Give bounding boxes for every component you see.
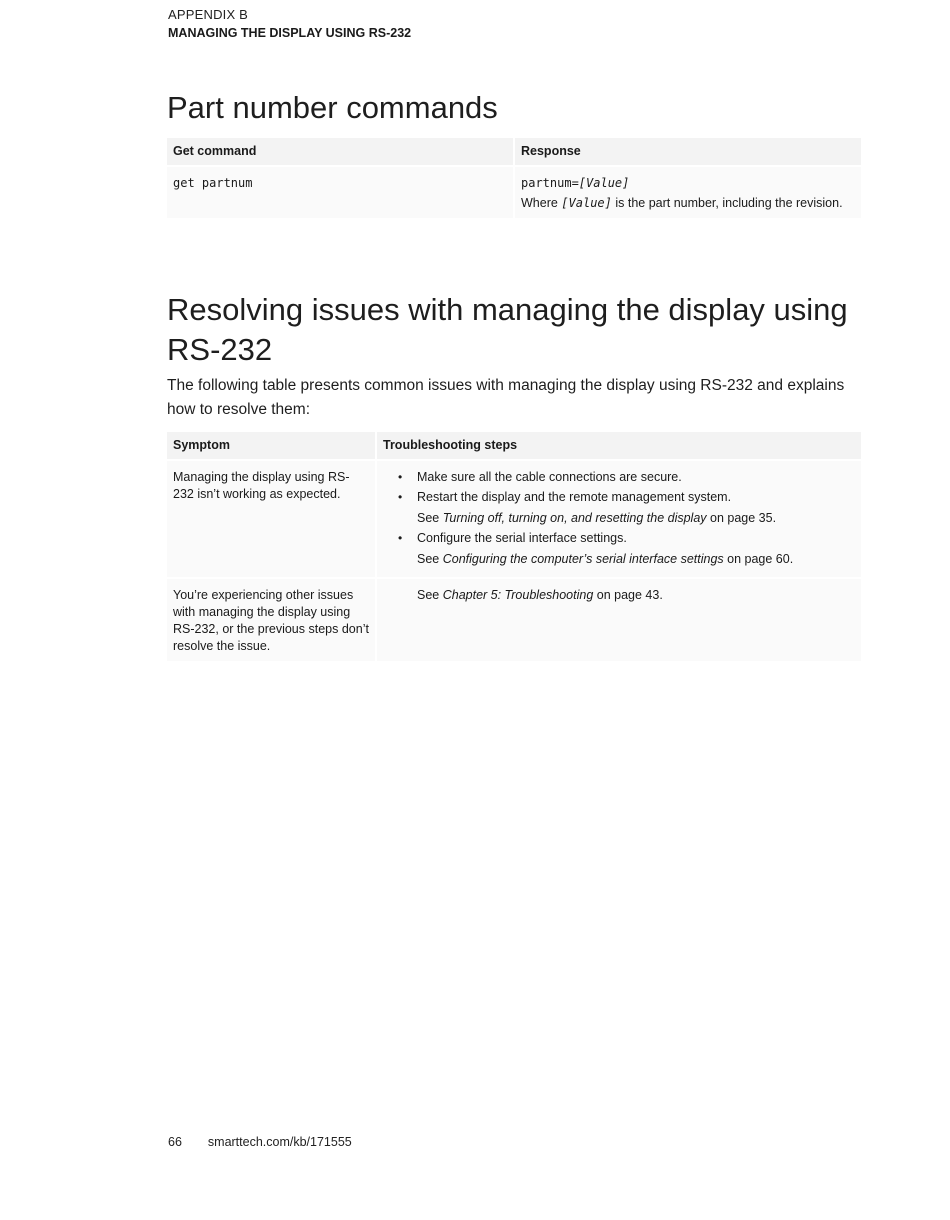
symptom-cell: Managing the display using RS-232 isn’t working as expected. <box>167 459 375 577</box>
steps-list <box>383 587 855 604</box>
steps-list <box>383 469 855 568</box>
cross-reference: Turning off, turning on, and resetting the display <box>442 511 707 525</box>
list-item: • Make sure all the cable connections are secure. <box>383 469 855 486</box>
page-footer <box>168 1135 352 1149</box>
section-title-part-number: Part number commands <box>167 90 498 125</box>
table-row <box>167 165 861 218</box>
page-number: 66 <box>168 1135 182 1149</box>
see-reference: See Chapter 5: Troubleshooting on page 43. <box>417 588 663 602</box>
table-row <box>167 459 861 577</box>
running-header <box>168 7 411 40</box>
troubleshooting-table <box>165 432 863 661</box>
response-cell <box>515 165 861 218</box>
see-reference: See Turning off, turning on, and resetting the display on page 35. <box>417 511 777 525</box>
section-intro: The following table presents common issues with managing the display using RS-232 and explains how to resolve them: <box>167 377 845 418</box>
response-prefix: partnum= <box>521 176 579 190</box>
cross-reference: Configuring the computer’s serial interface settings <box>442 552 724 566</box>
response-description: Where [Value] is the part number, including the revision. <box>521 196 843 210</box>
command-cell <box>167 165 513 218</box>
response-value: [Value] <box>578 176 630 190</box>
response-code <box>521 175 855 192</box>
table-header-response: Response <box>515 138 861 165</box>
cross-reference: Chapter 5: Troubleshooting <box>442 588 594 602</box>
table-header-symptom: Symptom <box>167 432 375 459</box>
symptom-cell: You’re experiencing other issues with managing the display using RS-232, or the previous steps don’t resolve the issue. <box>167 577 375 661</box>
list-item: • Configure the serial interface settings. <box>383 530 855 547</box>
table-header-get-command: Get command <box>167 138 513 165</box>
steps-cell <box>377 459 861 577</box>
page-content <box>167 88 863 661</box>
list-item: • Restart the display and the remote management system. <box>383 489 855 506</box>
part-number-table <box>165 138 863 218</box>
steps-cell <box>377 577 861 661</box>
table-header-troubleshooting-steps: Troubleshooting steps <box>377 432 861 459</box>
appendix-label: APPENDIX B <box>168 7 249 22</box>
chapter-title: MANAGING THE DISPLAY USING RS-232 <box>168 26 412 40</box>
footer-url: smarttech.com/kb/171555 <box>207 1135 352 1149</box>
table-row <box>167 577 861 661</box>
see-reference: See Configuring the computer’s serial interface settings on page 60. <box>417 552 794 566</box>
section-title-resolving-issues: Resolving issues with managing the display using RS-232 <box>167 292 848 367</box>
get-command-code: get partnum <box>173 176 253 190</box>
where-value: [Value] <box>561 196 612 210</box>
